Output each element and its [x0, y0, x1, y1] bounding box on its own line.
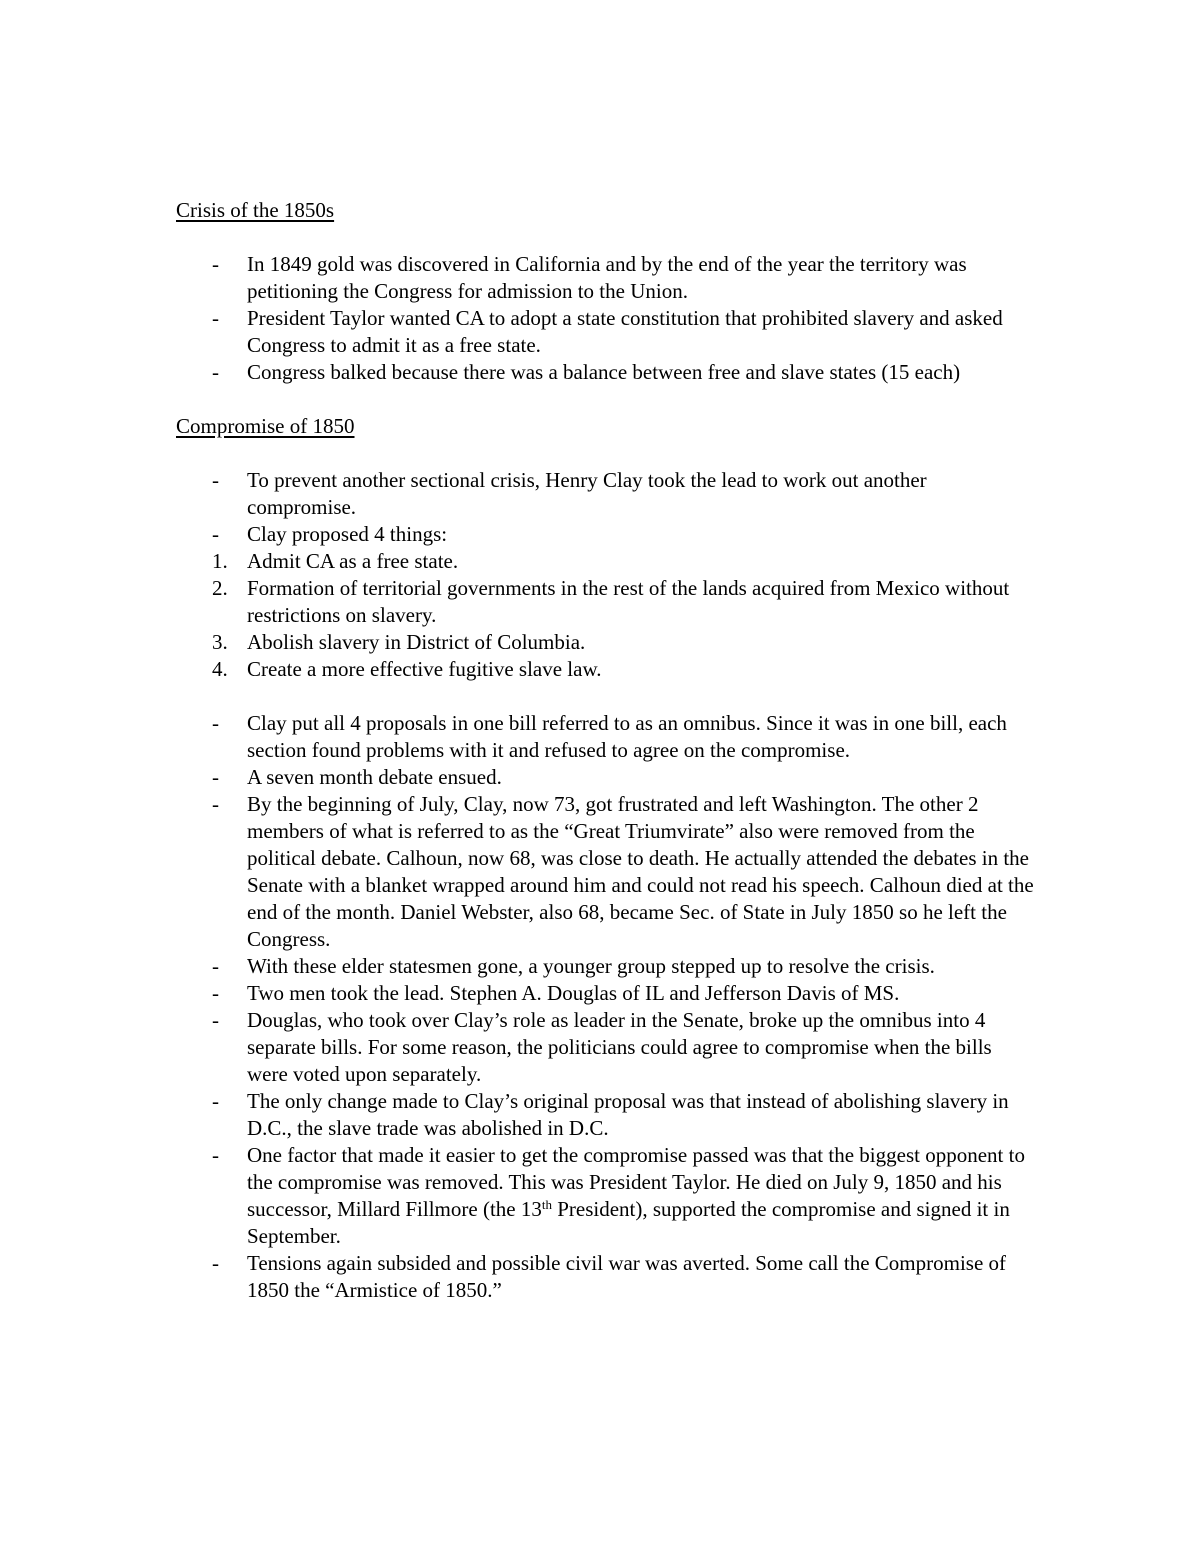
ordinal-suffix: th	[541, 1197, 552, 1212]
list-number: 4.	[212, 657, 228, 681]
taylor-list	[176, 1142, 1036, 1304]
crisis-bullet-list	[176, 251, 1036, 386]
item-text-continued: President), supported the compromise and signed it in September.	[247, 1197, 1010, 1248]
item-text: The only change made to Clay’s original proposal was that instead of abolishing slavery in D.C., the slave trade was abolished in D.C.	[247, 1089, 1009, 1140]
bullet-dash: -	[212, 765, 219, 789]
item-text: In 1849 gold was discovered in California and by the end of the year the territory was petitioning the Congress for admission to the Union.	[247, 252, 967, 303]
list-item-followup-3	[176, 791, 1036, 953]
bullet-dash: -	[212, 1008, 219, 1032]
bullet-dash: -	[212, 1143, 219, 1167]
spacer	[176, 386, 1036, 413]
bullet-dash: -	[212, 981, 219, 1005]
list-item-crisis-2	[176, 305, 1036, 359]
list-item-intro-2	[176, 521, 1036, 548]
bullet-dash: -	[212, 468, 219, 492]
item-text: Tensions again subsided and possible civil war was averted. Some call the Compromise of 1850 the “Armistice of 1850.”	[247, 1251, 1007, 1302]
list-item-proposal-1	[176, 548, 1036, 575]
heading-crisis: Crisis of the 1850s	[176, 198, 335, 222]
compromise-intro-list	[176, 467, 1036, 548]
spacer	[176, 224, 1036, 251]
heading-compromise: Compromise of 1850	[176, 414, 355, 438]
item-text: Abolish slavery in District of Columbia.	[247, 630, 586, 654]
bullet-dash: -	[212, 306, 219, 330]
list-item-proposal-2	[176, 575, 1036, 629]
bullet-dash: -	[212, 954, 219, 978]
bullet-dash: -	[212, 792, 219, 816]
bullet-dash: -	[212, 252, 219, 276]
bullet-dash: -	[212, 522, 219, 546]
item-text: Congress balked because there was a balance between free and slave states (15 each)	[247, 360, 961, 384]
spacer	[176, 683, 1036, 710]
list-item-followup-5	[176, 980, 1036, 1007]
list-item-followup-1	[176, 710, 1036, 764]
spacer	[176, 440, 1036, 467]
list-item-crisis-3	[176, 359, 1036, 386]
compromise-followup-list	[176, 710, 1036, 1142]
item-text: Two men took the lead. Stephen A. Douglas of IL and Jefferson Davis of MS.	[247, 981, 900, 1005]
clay-proposals-numbered-list	[176, 548, 1036, 683]
list-item-intro-1	[176, 467, 1036, 521]
item-text: To prevent another sectional crisis, Henry Clay took the lead to work out another compromise.	[247, 468, 927, 519]
item-text: Create a more effective fugitive slave law.	[247, 657, 602, 681]
list-number: 2.	[212, 576, 228, 600]
list-item-followup-6	[176, 1007, 1036, 1088]
bullet-dash: -	[212, 1089, 219, 1113]
item-text: With these elder statesmen gone, a younger group stepped up to resolve the crisis.	[247, 954, 935, 978]
list-number: 3.	[212, 630, 228, 654]
list-item-taylor	[176, 1142, 1036, 1250]
item-text: Clay put all 4 proposals in one bill referred to as an omnibus. Since it was in one bill, each section found problems with it and refused to agree on the compromise.	[247, 711, 1007, 762]
item-text: Douglas, who took over Clay’s role as leader in the Senate, broke up the omnibus into 4 separate bills. For some reason, the politicians could agree to compromise when the bills were voted upon separately.	[247, 1008, 992, 1086]
item-text: A seven month debate ensued.	[247, 765, 502, 789]
bullet-dash: -	[212, 360, 219, 384]
list-item-crisis-1	[176, 251, 1036, 305]
document-body	[176, 197, 1036, 1304]
list-item-proposal-3	[176, 629, 1036, 656]
list-item-followup-7	[176, 1088, 1036, 1142]
item-text: One factor that made it easier to get the compromise passed was that the biggest opponent to the compromise was removed. This was President Taylor. He died on July 9, 1850 and his successor, Millard Fillmore (the 13	[247, 1143, 1025, 1221]
item-text: Clay proposed 4 things:	[247, 522, 448, 546]
bullet-dash: -	[212, 711, 219, 735]
bullet-dash: -	[212, 1251, 219, 1275]
item-text: Formation of territorial governments in the rest of the lands acquired from Mexico without restrictions on slavery.	[247, 576, 1010, 627]
list-number: 1.	[212, 549, 228, 573]
item-text: Admit CA as a free state.	[247, 549, 459, 573]
item-text: By the beginning of July, Clay, now 73, got frustrated and left Washington. The other 2 members of what is referred to as the “Great Triumvirate” also were removed from the political debate. Calhoun, now 68, was close to death. He actually attended the debates in the Senate with a blanket wrapped around him and could not read his speech. Calhoun died at the end of the month. Daniel Webster, also 68, became Sec. of State in July 1850 so he left the Congress.	[247, 792, 1034, 951]
list-item-final	[176, 1250, 1036, 1304]
item-text: President Taylor wanted CA to adopt a state constitution that prohibited slavery and asked Congress to admit it as a free state.	[247, 306, 1003, 357]
list-item-followup-2	[176, 764, 1036, 791]
list-item-followup-4	[176, 953, 1036, 980]
list-item-proposal-4	[176, 656, 1036, 683]
